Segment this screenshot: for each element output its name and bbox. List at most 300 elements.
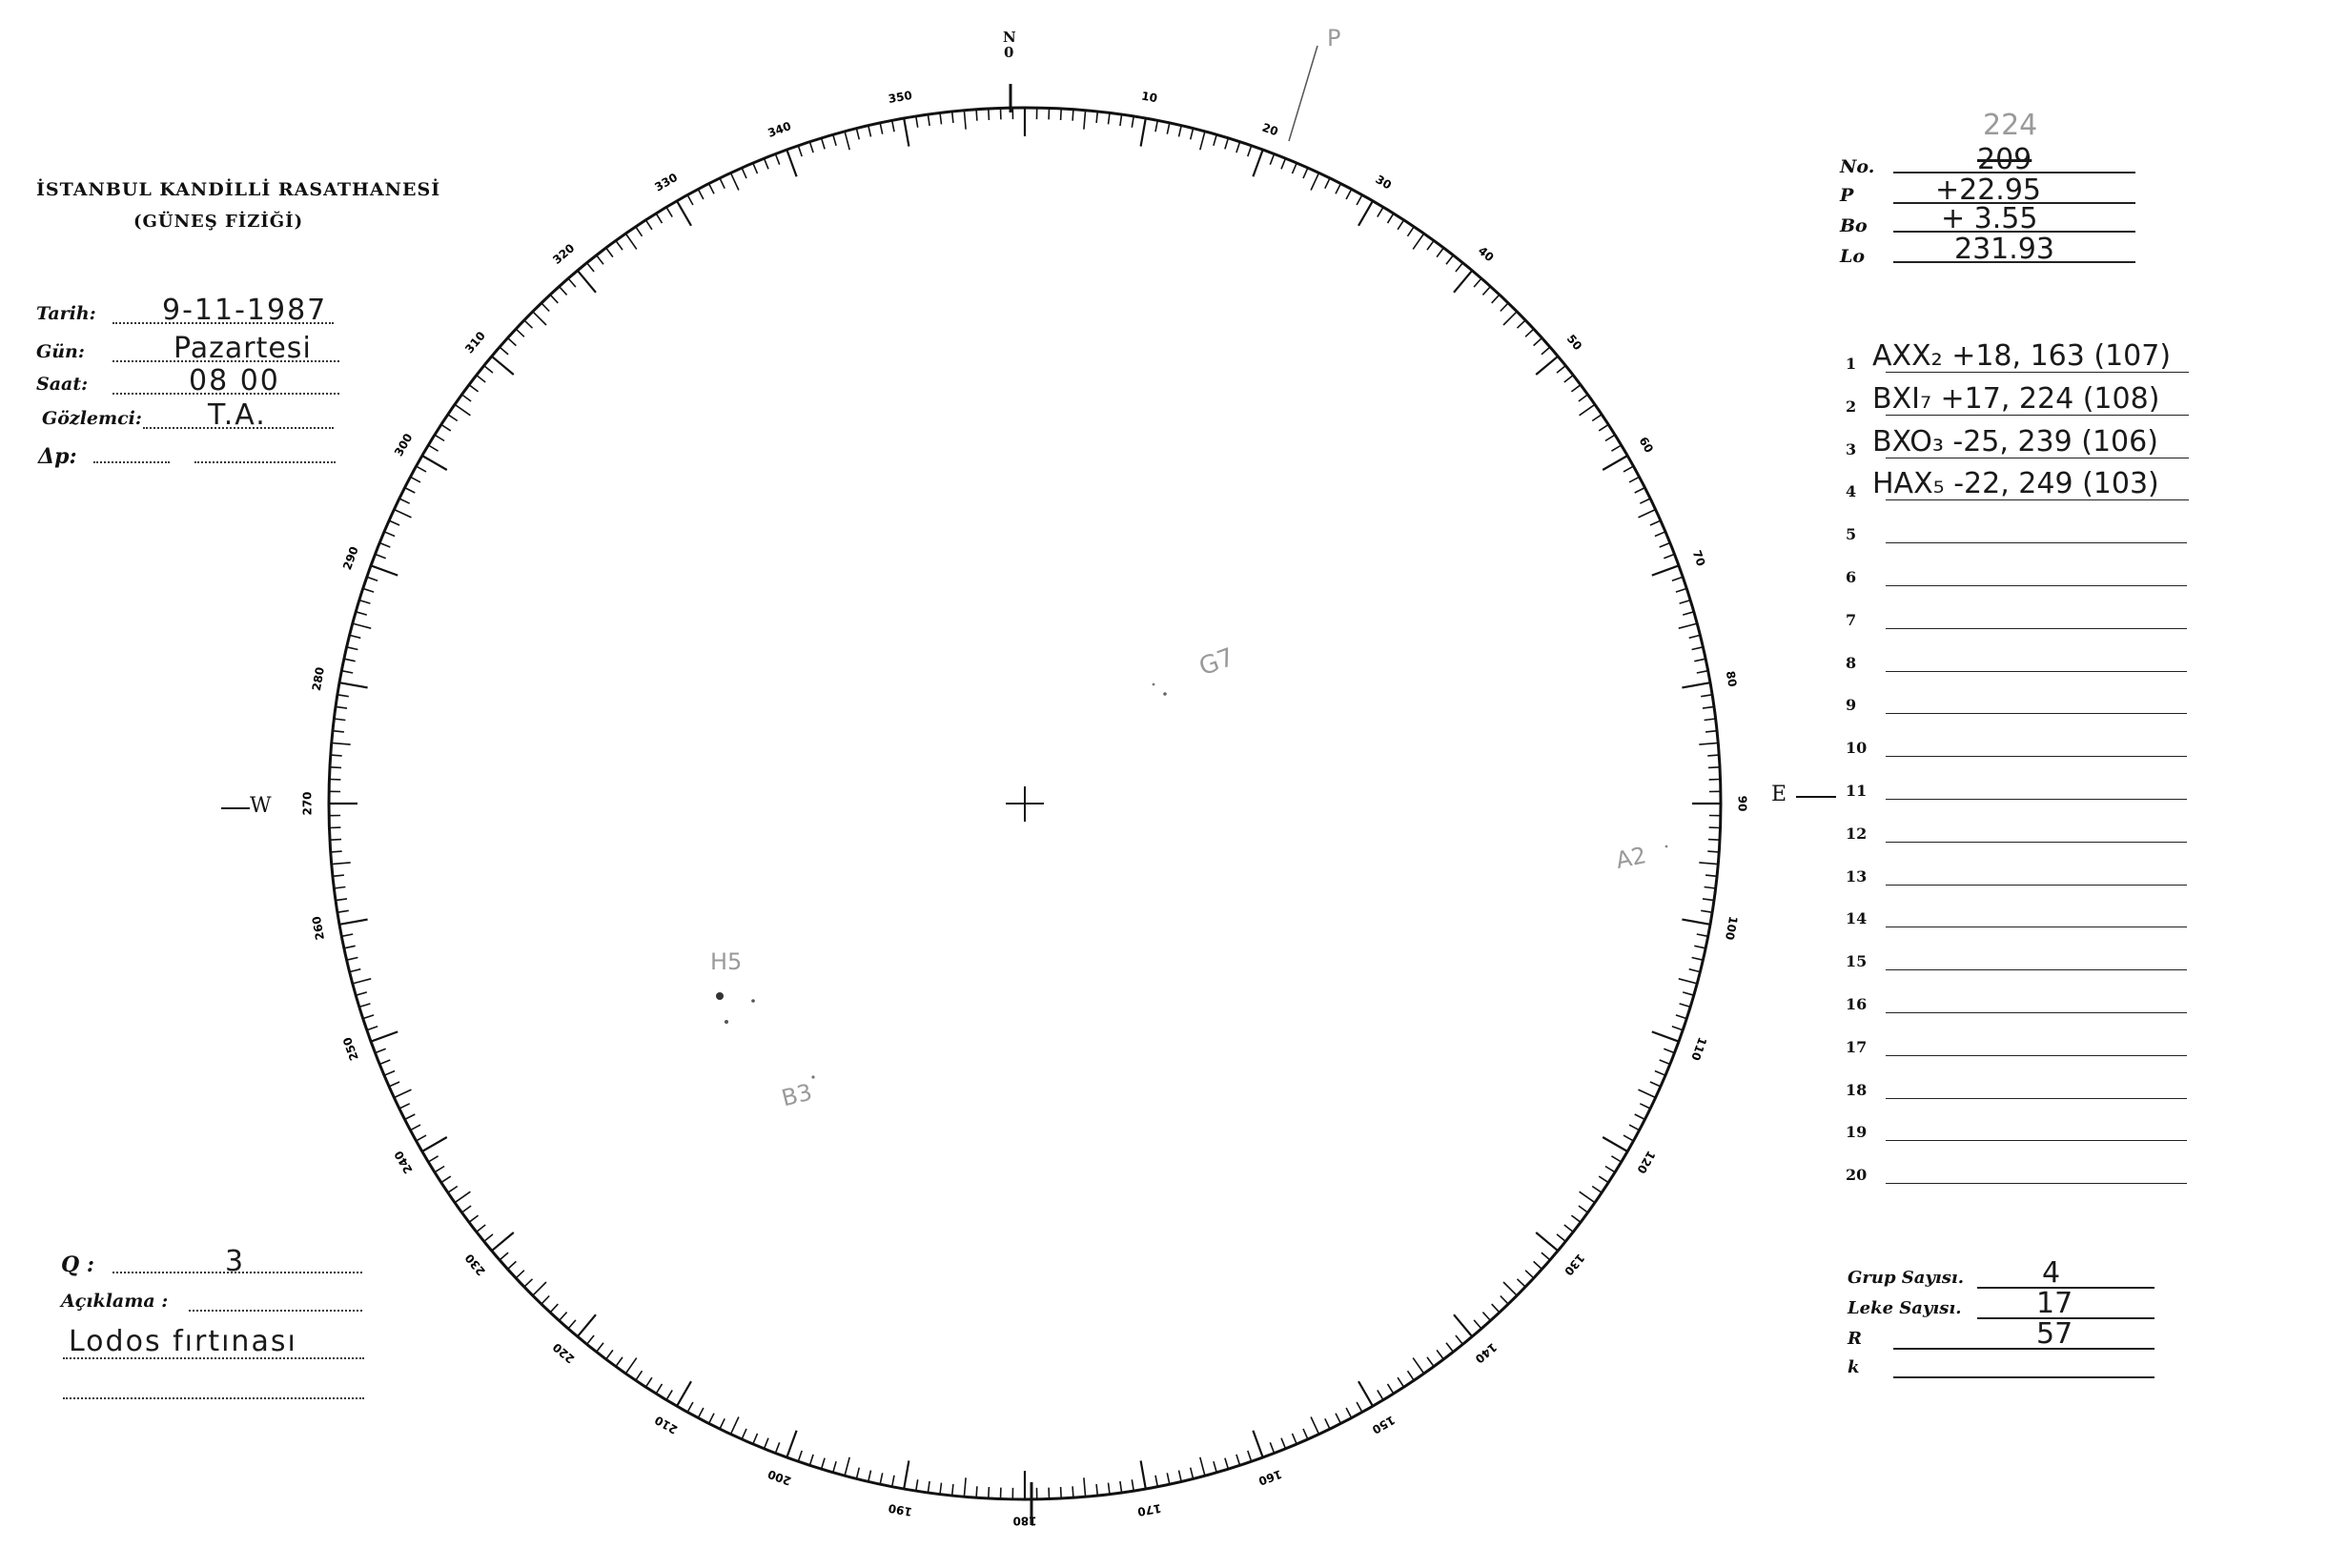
degree-label: 140 bbox=[1472, 1340, 1500, 1366]
degree-tick bbox=[477, 376, 485, 382]
degree-tick bbox=[1639, 1089, 1656, 1097]
degree-tick bbox=[1660, 1060, 1670, 1065]
degree-tick bbox=[1703, 706, 1714, 708]
degree-tick bbox=[625, 1358, 637, 1374]
no-label: No. bbox=[1840, 156, 1875, 177]
degree-tick bbox=[399, 499, 410, 503]
degree-tick bbox=[353, 623, 371, 628]
degree-tick bbox=[1346, 1408, 1352, 1418]
degree-tick bbox=[1650, 1082, 1661, 1087]
degree-tick bbox=[1542, 347, 1550, 355]
degree-tick bbox=[492, 356, 514, 375]
degree-tick bbox=[1141, 118, 1146, 147]
degree-tick bbox=[1072, 110, 1073, 121]
degree-tick bbox=[1564, 376, 1573, 382]
degree-tick bbox=[1427, 1357, 1434, 1367]
degree-tick bbox=[1398, 220, 1404, 230]
sunspot bbox=[751, 999, 755, 1003]
degree-label: 120 bbox=[1634, 1148, 1659, 1176]
degree-tick bbox=[845, 1457, 849, 1476]
degree-tick bbox=[1679, 623, 1697, 628]
degree-tick bbox=[1692, 647, 1704, 650]
degree-tick bbox=[1592, 415, 1602, 421]
degree-tick bbox=[1357, 195, 1362, 206]
degree-tick bbox=[1660, 543, 1670, 548]
r-value[interactable]: 57 bbox=[2036, 1317, 2073, 1351]
degree-tick bbox=[1705, 887, 1716, 889]
degree-tick bbox=[1605, 435, 1615, 440]
degree-tick bbox=[809, 1455, 813, 1465]
degree-tick bbox=[347, 958, 358, 961]
degree-tick bbox=[1236, 1455, 1240, 1465]
degree-tick bbox=[1703, 899, 1714, 901]
gun-value[interactable]: Pazartesi bbox=[174, 332, 312, 365]
degree-tick bbox=[1640, 499, 1650, 503]
degree-label: 230 bbox=[462, 1251, 488, 1278]
degree-tick bbox=[822, 1458, 826, 1470]
q-value[interactable]: 3 bbox=[225, 1245, 244, 1278]
degree-tick bbox=[363, 1015, 374, 1019]
degree-tick bbox=[435, 1167, 444, 1172]
bo-value[interactable]: + 3.55 bbox=[1941, 202, 2038, 235]
degree-tick bbox=[1501, 1296, 1508, 1305]
degree-tick bbox=[1408, 1371, 1415, 1380]
degree-tick bbox=[1542, 1252, 1550, 1260]
degree-tick bbox=[765, 1438, 769, 1449]
degree-tick bbox=[1336, 184, 1340, 194]
degree-tick bbox=[1378, 207, 1383, 216]
degree-tick bbox=[1072, 1486, 1073, 1497]
degree-tick bbox=[1694, 946, 1705, 948]
degree-tick bbox=[337, 910, 349, 912]
degree-tick bbox=[356, 612, 367, 615]
degree-tick bbox=[399, 1104, 410, 1109]
degree-tick bbox=[940, 112, 942, 124]
degree-tick bbox=[928, 114, 929, 126]
degree-tick bbox=[1534, 1261, 1542, 1269]
degree-tick bbox=[1525, 1271, 1534, 1278]
degree-tick bbox=[1708, 767, 1720, 768]
degree-tick bbox=[1679, 979, 1697, 984]
lo-value[interactable]: 231.93 bbox=[1954, 233, 2054, 266]
degree-tick bbox=[367, 1027, 378, 1030]
degree-tick bbox=[1518, 1279, 1526, 1287]
degree-label: 300 bbox=[391, 431, 416, 459]
group-row-number: 17 bbox=[1846, 1037, 1868, 1056]
degree-tick bbox=[1388, 214, 1394, 223]
degree-tick bbox=[1557, 1234, 1565, 1242]
degree-tick bbox=[845, 132, 849, 150]
degree-tick bbox=[1311, 173, 1318, 190]
group-row-entry[interactable]: BXO₃ -25, 239 (106) bbox=[1872, 424, 2158, 458]
sunspot-g7 bbox=[1163, 692, 1167, 696]
degree-tick bbox=[1635, 488, 1645, 493]
group-row-entry[interactable]: HAX₅ -22, 249 (103) bbox=[1872, 467, 2159, 501]
degree-tick bbox=[1236, 142, 1240, 153]
degree-tick bbox=[1303, 1429, 1308, 1439]
degree-tick bbox=[775, 154, 779, 165]
degree-label: 330 bbox=[652, 170, 681, 194]
degree-tick bbox=[1579, 1206, 1588, 1212]
degree-label: 200 bbox=[766, 1467, 793, 1488]
degree-tick bbox=[524, 320, 533, 328]
degree-tick bbox=[410, 1125, 420, 1130]
degree-tick bbox=[1437, 1350, 1443, 1359]
no-correction: 224 bbox=[1983, 109, 2038, 142]
group-row-number: 5 bbox=[1846, 525, 1857, 544]
department-title: (GÜNEŞ FİZİĞİ) bbox=[133, 212, 304, 232]
degree-tick bbox=[775, 1442, 779, 1453]
degree-tick bbox=[336, 706, 347, 708]
degree-tick bbox=[656, 1384, 662, 1394]
degree-label: 340 bbox=[766, 119, 793, 140]
degree-tick bbox=[753, 1434, 758, 1444]
degree-tick bbox=[1474, 1320, 1481, 1329]
degree-tick bbox=[417, 1135, 427, 1141]
degree-tick bbox=[1699, 743, 1718, 744]
degree-tick bbox=[379, 1060, 390, 1065]
degree-tick bbox=[709, 184, 714, 194]
degree-tick bbox=[928, 1481, 929, 1493]
degree-tick bbox=[1167, 1473, 1170, 1484]
degree-tick bbox=[952, 1484, 953, 1496]
degree-tick bbox=[1120, 114, 1122, 126]
gozlemci-value[interactable]: T.A. bbox=[208, 398, 267, 432]
degree-tick bbox=[616, 1357, 623, 1367]
degree-tick bbox=[1676, 588, 1686, 592]
west-label: W bbox=[250, 794, 272, 818]
degree-tick bbox=[469, 1215, 479, 1222]
degree-tick bbox=[786, 1431, 796, 1457]
degree-tick bbox=[597, 255, 603, 264]
degree-tick bbox=[1682, 920, 1710, 925]
spot-label-h5: H5 bbox=[710, 948, 743, 975]
degree-tick bbox=[1200, 1457, 1205, 1476]
degree-tick bbox=[1708, 840, 1720, 841]
degree-tick bbox=[359, 1004, 371, 1008]
degree-label: 90 bbox=[1735, 795, 1749, 812]
degree-tick bbox=[1482, 1313, 1490, 1321]
degree-tick bbox=[636, 227, 643, 236]
degree-tick bbox=[389, 520, 399, 525]
degree-tick bbox=[333, 875, 344, 876]
degree-tick bbox=[1413, 234, 1424, 249]
degree-tick bbox=[1680, 1004, 1691, 1008]
degree-tick bbox=[331, 755, 342, 756]
degree-label: 320 bbox=[550, 241, 578, 267]
degree-tick bbox=[441, 1176, 451, 1183]
degree-tick bbox=[1293, 163, 1297, 173]
degree-tick bbox=[1689, 969, 1701, 972]
degree-tick bbox=[916, 116, 918, 128]
degree-tick bbox=[1253, 1431, 1262, 1457]
degree-tick bbox=[1281, 1438, 1286, 1449]
degree-tick bbox=[333, 731, 344, 732]
degree-tick bbox=[798, 1451, 802, 1461]
degree-tick bbox=[809, 142, 813, 153]
degree-tick bbox=[1650, 520, 1661, 525]
group-row-number: 9 bbox=[1846, 696, 1857, 715]
degree-tick bbox=[1061, 1487, 1062, 1498]
degree-tick bbox=[856, 1468, 859, 1479]
group-row-number: 10 bbox=[1846, 739, 1868, 758]
no-value[interactable]: 209 bbox=[1977, 143, 2032, 176]
degree-tick bbox=[976, 110, 977, 121]
group-row-entry[interactable]: AXX₂ +18, 163 (107) bbox=[1872, 339, 2172, 373]
degree-tick bbox=[1225, 1458, 1229, 1470]
degree-tick bbox=[677, 1381, 691, 1406]
degree-tick bbox=[1611, 445, 1621, 451]
degree-tick bbox=[765, 158, 769, 169]
degree-tick bbox=[533, 1282, 546, 1295]
degree-label: 80 bbox=[1723, 669, 1740, 688]
degree-tick bbox=[1623, 1135, 1634, 1141]
degree-tick bbox=[1536, 356, 1558, 375]
gozlemci-label: Gözlemci: bbox=[42, 408, 142, 429]
degree-tick bbox=[1132, 116, 1133, 128]
degree-tick bbox=[448, 415, 458, 421]
degree-tick bbox=[1357, 1402, 1362, 1413]
degree-tick bbox=[1629, 1125, 1640, 1130]
degree-tick bbox=[606, 248, 613, 257]
degree-tick bbox=[359, 601, 371, 604]
p-value[interactable]: +22.95 bbox=[1935, 173, 2042, 207]
degree-tick bbox=[1454, 271, 1472, 293]
degree-tick bbox=[344, 946, 356, 948]
degree-tick bbox=[1571, 1215, 1581, 1222]
degree-tick bbox=[1225, 138, 1229, 150]
degree-tick bbox=[1701, 695, 1712, 697]
degree-tick bbox=[533, 312, 546, 325]
degree-tick bbox=[720, 1418, 725, 1429]
degree-tick bbox=[1640, 1104, 1650, 1109]
degree-label: 20 bbox=[1260, 120, 1280, 139]
degree-tick bbox=[1200, 132, 1205, 150]
sunspot bbox=[1153, 683, 1155, 686]
degree-tick bbox=[1084, 1477, 1086, 1497]
degree-tick bbox=[1503, 1282, 1517, 1295]
degree-tick bbox=[698, 1408, 704, 1418]
degree-tick bbox=[484, 366, 493, 374]
degree-label: 130 bbox=[1562, 1251, 1587, 1278]
degree-tick bbox=[1705, 719, 1716, 721]
group-row-number: 8 bbox=[1846, 653, 1857, 672]
degree-tick bbox=[868, 126, 871, 137]
leke-value[interactable]: 17 bbox=[2036, 1287, 2073, 1320]
degree-tick bbox=[1325, 1418, 1330, 1429]
degree-tick bbox=[541, 1296, 549, 1305]
degree-tick bbox=[341, 934, 353, 936]
sunspot-b3 bbox=[811, 1075, 814, 1078]
aciklama-value[interactable]: Lodos fırtınası bbox=[69, 1325, 297, 1358]
degree-tick bbox=[1692, 958, 1704, 961]
degree-tick bbox=[1248, 1451, 1252, 1461]
degree-label: 310 bbox=[462, 329, 488, 356]
degree-label: 210 bbox=[652, 1413, 681, 1437]
degree-tick bbox=[1408, 227, 1415, 236]
group-row-number: 7 bbox=[1846, 610, 1857, 629]
degree-tick bbox=[578, 271, 596, 293]
degree-tick bbox=[334, 719, 345, 721]
degree-tick bbox=[1084, 111, 1086, 130]
degree-label: 290 bbox=[340, 544, 361, 572]
grup-value[interactable]: 4 bbox=[2042, 1256, 2061, 1290]
degree-tick bbox=[516, 329, 524, 336]
spot-label-g7: G7 bbox=[1195, 642, 1238, 682]
group-row-number: 16 bbox=[1846, 995, 1868, 1013]
degree-tick bbox=[1503, 312, 1517, 325]
degree-tick bbox=[1623, 466, 1634, 472]
degree-tick bbox=[731, 1417, 739, 1435]
degree-tick bbox=[1655, 532, 1665, 537]
lo-label: Lo bbox=[1840, 246, 1866, 267]
spot-label-b3: B3 bbox=[779, 1078, 815, 1112]
degree-tick bbox=[376, 554, 386, 558]
degree-tick bbox=[645, 1377, 652, 1387]
degree-tick bbox=[666, 207, 672, 216]
aciklama-label: Açıklama : bbox=[61, 1291, 169, 1312]
degree-tick bbox=[1705, 875, 1717, 876]
degree-tick bbox=[687, 195, 693, 206]
degree-tick bbox=[1311, 1417, 1318, 1435]
degree-tick bbox=[1599, 1176, 1608, 1183]
degree-tick bbox=[1120, 1481, 1122, 1493]
group-row-entry[interactable]: BXI₇ +17, 224 (108) bbox=[1872, 381, 2160, 416]
degree-label: 240 bbox=[391, 1148, 416, 1176]
degree-tick bbox=[339, 920, 368, 925]
degree-tick bbox=[1155, 120, 1157, 132]
degree-tick bbox=[389, 1082, 399, 1087]
degree-tick bbox=[1699, 863, 1718, 865]
tarih-value[interactable]: 9-11-1987 bbox=[162, 294, 328, 327]
degree-tick bbox=[1155, 1476, 1157, 1487]
degree-tick bbox=[1378, 1390, 1383, 1399]
degree-label: 270 bbox=[300, 791, 315, 816]
north-label: N bbox=[1003, 29, 1016, 46]
degree-tick bbox=[350, 635, 361, 638]
degree-tick bbox=[833, 1461, 836, 1473]
degree-tick bbox=[356, 992, 367, 995]
tarih-label: Tarih: bbox=[36, 303, 96, 324]
degree-tick bbox=[461, 1206, 471, 1212]
degree-tick bbox=[1580, 1191, 1595, 1203]
east-label: E bbox=[1771, 783, 1787, 806]
degree-tick bbox=[455, 1191, 470, 1203]
degree-tick bbox=[550, 295, 558, 303]
degree-tick bbox=[508, 338, 517, 346]
grup-label: Grup Sayısı. bbox=[1848, 1268, 1964, 1288]
degree-tick bbox=[1346, 189, 1352, 199]
degree-tick bbox=[394, 1089, 411, 1097]
degree-tick bbox=[1413, 1358, 1424, 1374]
degree-tick bbox=[1564, 1225, 1573, 1232]
degree-tick bbox=[560, 1313, 567, 1321]
group-row-number: 20 bbox=[1846, 1166, 1868, 1185]
bo-label: Bo bbox=[1840, 215, 1868, 236]
leke-label: Leke Sayısı. bbox=[1848, 1298, 1962, 1318]
degree-tick bbox=[1518, 320, 1526, 328]
degree-tick bbox=[677, 201, 691, 226]
group-row-number: 1 bbox=[1846, 355, 1857, 373]
p-axis-line bbox=[1289, 46, 1317, 141]
group-row-number: 12 bbox=[1846, 824, 1868, 843]
degree-label: 350 bbox=[887, 88, 913, 106]
degree-tick bbox=[1672, 577, 1683, 580]
degree-tick bbox=[868, 1471, 871, 1482]
p-label: P bbox=[1840, 185, 1854, 206]
degree-tick bbox=[1482, 287, 1490, 295]
degree-tick bbox=[394, 510, 411, 518]
degree-tick bbox=[484, 1234, 493, 1242]
degree-tick bbox=[892, 120, 894, 132]
degree-tick bbox=[1109, 1483, 1111, 1495]
degree-label: 100 bbox=[1723, 915, 1741, 942]
degree-tick bbox=[1398, 1377, 1404, 1387]
degree-tick bbox=[666, 1390, 672, 1399]
degree-label: 40 bbox=[1475, 243, 1497, 265]
degree-tick bbox=[410, 477, 420, 482]
degree-tick bbox=[964, 1477, 966, 1497]
degree-tick bbox=[1388, 1384, 1394, 1394]
saat-value[interactable]: 08 00 bbox=[189, 364, 280, 397]
degree-tick bbox=[1253, 150, 1262, 176]
degree-tick bbox=[976, 1486, 977, 1497]
degree-label: 110 bbox=[1688, 1035, 1709, 1063]
degree-tick bbox=[379, 543, 390, 548]
degree-tick bbox=[1270, 1442, 1274, 1453]
degree-tick bbox=[330, 840, 341, 841]
group-row-number: 11 bbox=[1846, 782, 1868, 800]
degree-tick bbox=[1655, 1071, 1665, 1076]
degree-tick bbox=[422, 456, 447, 470]
degree-tick bbox=[833, 134, 836, 146]
degree-tick bbox=[1167, 123, 1170, 134]
degree-tick bbox=[336, 899, 347, 901]
degree-tick bbox=[367, 577, 378, 580]
sunspot-a2 bbox=[1665, 845, 1668, 848]
group-row-number: 19 bbox=[1846, 1123, 1868, 1142]
degree-tick bbox=[1179, 126, 1182, 137]
degree-tick bbox=[636, 1371, 643, 1380]
degree-tick bbox=[1061, 109, 1062, 120]
degree-tick bbox=[1603, 456, 1627, 470]
degree-tick bbox=[1270, 154, 1274, 165]
degree-tick bbox=[880, 1473, 883, 1484]
degree-tick bbox=[1141, 1460, 1146, 1489]
degree-tick bbox=[353, 979, 371, 984]
degree-tick bbox=[587, 263, 595, 272]
institute-title: İSTANBUL KANDİLLİ RASATHANESİ bbox=[36, 179, 441, 200]
degree-tick bbox=[524, 1279, 533, 1287]
degree-tick bbox=[568, 278, 576, 287]
degree-tick bbox=[1096, 1484, 1097, 1496]
degree-tick bbox=[1697, 934, 1708, 936]
degree-tick bbox=[597, 1343, 603, 1352]
degree-label: 50 bbox=[1563, 332, 1585, 354]
degree-tick bbox=[448, 1187, 458, 1193]
degree-label: 170 bbox=[1136, 1501, 1163, 1519]
degree-tick bbox=[1701, 910, 1712, 912]
degree-tick bbox=[616, 240, 623, 250]
degree-tick bbox=[1557, 366, 1565, 374]
degree-tick bbox=[428, 1156, 438, 1162]
group-row-number: 18 bbox=[1846, 1080, 1868, 1099]
degree-tick bbox=[578, 1314, 596, 1336]
degree-tick bbox=[1293, 1434, 1297, 1444]
degree-tick bbox=[1191, 1468, 1194, 1479]
degree-tick bbox=[1214, 1461, 1216, 1473]
degree-tick bbox=[1605, 1167, 1615, 1172]
